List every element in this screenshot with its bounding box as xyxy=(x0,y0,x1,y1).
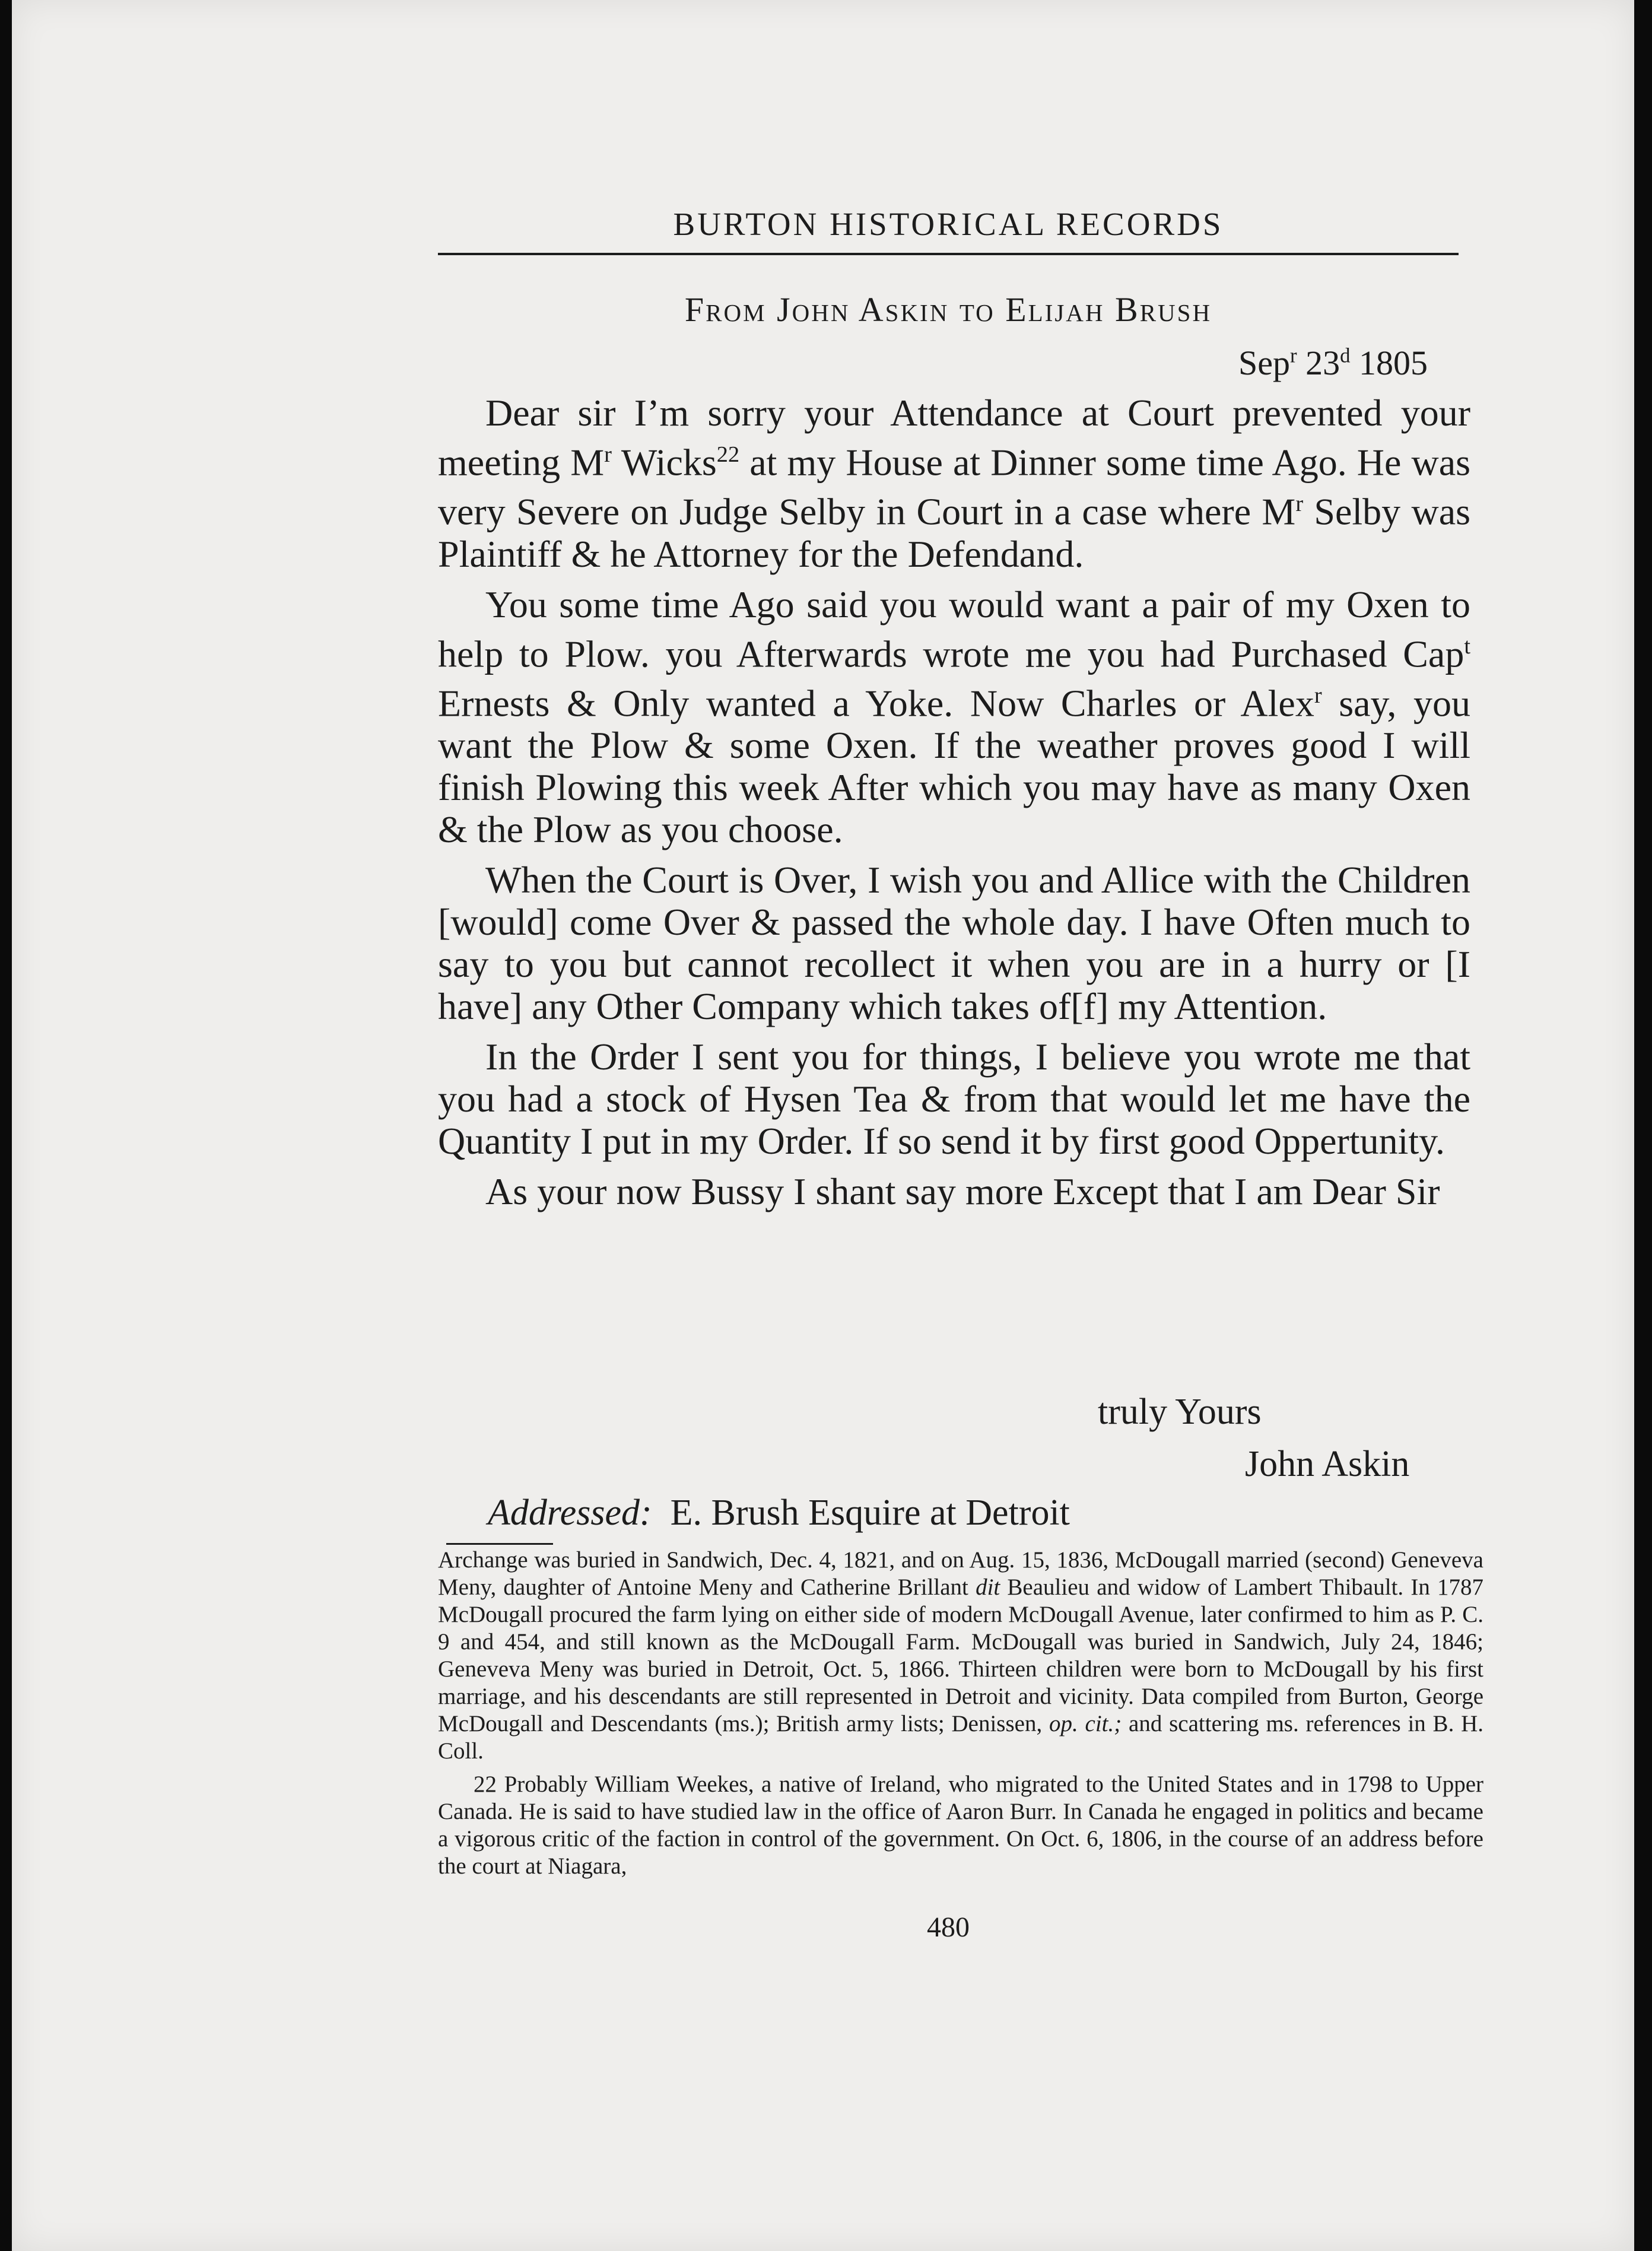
signature: John Askin xyxy=(1245,1444,1410,1484)
footnote-rule xyxy=(446,1543,553,1545)
footnotes xyxy=(438,1547,1483,1886)
paragraph: In the Order I sent you for things, I believe you wrote me that you had a stock of Hysen Tea & from that would let me have the Quantity I put in my Order. If so send it by first good Oppertunity. xyxy=(438,1036,1470,1163)
paragraph: When the Court is Over, I wish you and Allice with the Children [would] come Over & passed the whole day. I have Often much to say to you but cannot recollect it when you are in a hurry or [I have] any Other Company which takes of[f] my Attention. xyxy=(438,859,1470,1028)
address-line xyxy=(488,1492,1070,1534)
header-rule xyxy=(438,253,1459,255)
paragraph: Dear sir I’m sorry your Attendance at Court prevented your meeting $M^r$ Wicks$^{22}$ at my House at Dinner some time Ago. He was very Severe on Judge Selby in Court in a case where $M^r$ Selby was Plaintiff & he Attorney for the Defendand. xyxy=(438,392,1471,575)
page-number: 480 xyxy=(927,1912,970,1943)
address-label: Addressed: xyxy=(488,1493,652,1533)
letter-body xyxy=(438,392,1470,1221)
paragraph: You some time Ago said you would want a pair of my Oxen to help to Plow. you Afterwards wrote me you had Purchased Cap$^t$ Ernests & Only wanted a Yoke. Now Charles or Alex$^r$ say, you want the Plow & some Oxen. If the weather proves good I will finish Plowing this week After which you may have as many Oxen & the Plow as you choose. xyxy=(438,583,1471,851)
letter-title: From John Askin to Elijah Brush xyxy=(684,290,1212,329)
footnote-number: 22 xyxy=(474,1771,497,1797)
address-text: E. Brush Esquire at Detroit xyxy=(670,1493,1070,1533)
running-head: BURTON HISTORICAL RECORDS xyxy=(673,206,1224,242)
paragraph: As your now Bussy I shant say more Except that I am Dear Sir xyxy=(485,1170,1440,1213)
footnote-continued: Archange was buried in Sandwich, Dec. 4, 1821, and on Aug. 15, 1836, McDougall married (second) Geneveva Meny, daughter of Antoine Meny and Catherine Brillant dit Beaulieu and widow of Lambert Thibault. In 1787 McDougall procured the farm lying on either side of modern McDougall Avenue, later confirmed to him as P. C. 9 and 454, and still known as the McDougall Farm. McDougall was buried in Sandwich, July 24, 1846; Geneveva Meny was buried in Detroit, Oct. 5, 1866. Thirteen children were born to McDougall by his first marriage, and his descendants are still represented in Detroit and vicinity. Data compiled from Burton, George McDougall and Descendants (ms.); British army lists; Denissen, op. cit.; and scattering ms. references in B. H. Coll. xyxy=(438,1547,1483,1764)
letter-date: Sep$^r$ 23$^d$ 1805 xyxy=(1238,344,1428,382)
footnote-22: 22 Probably William Weekes, a native of Ireland, who migrated to the United States and in 1798 to Upper Canada. He is said to have studied law in the office of Aaron Burr. In Canada he engaged in politics and became a vigorous critic of the faction in control of the government. On Oct. 6, 1806, in the course of an address before the court at Niagara, xyxy=(438,1771,1483,1879)
valediction: truly Yours xyxy=(1098,1392,1262,1432)
